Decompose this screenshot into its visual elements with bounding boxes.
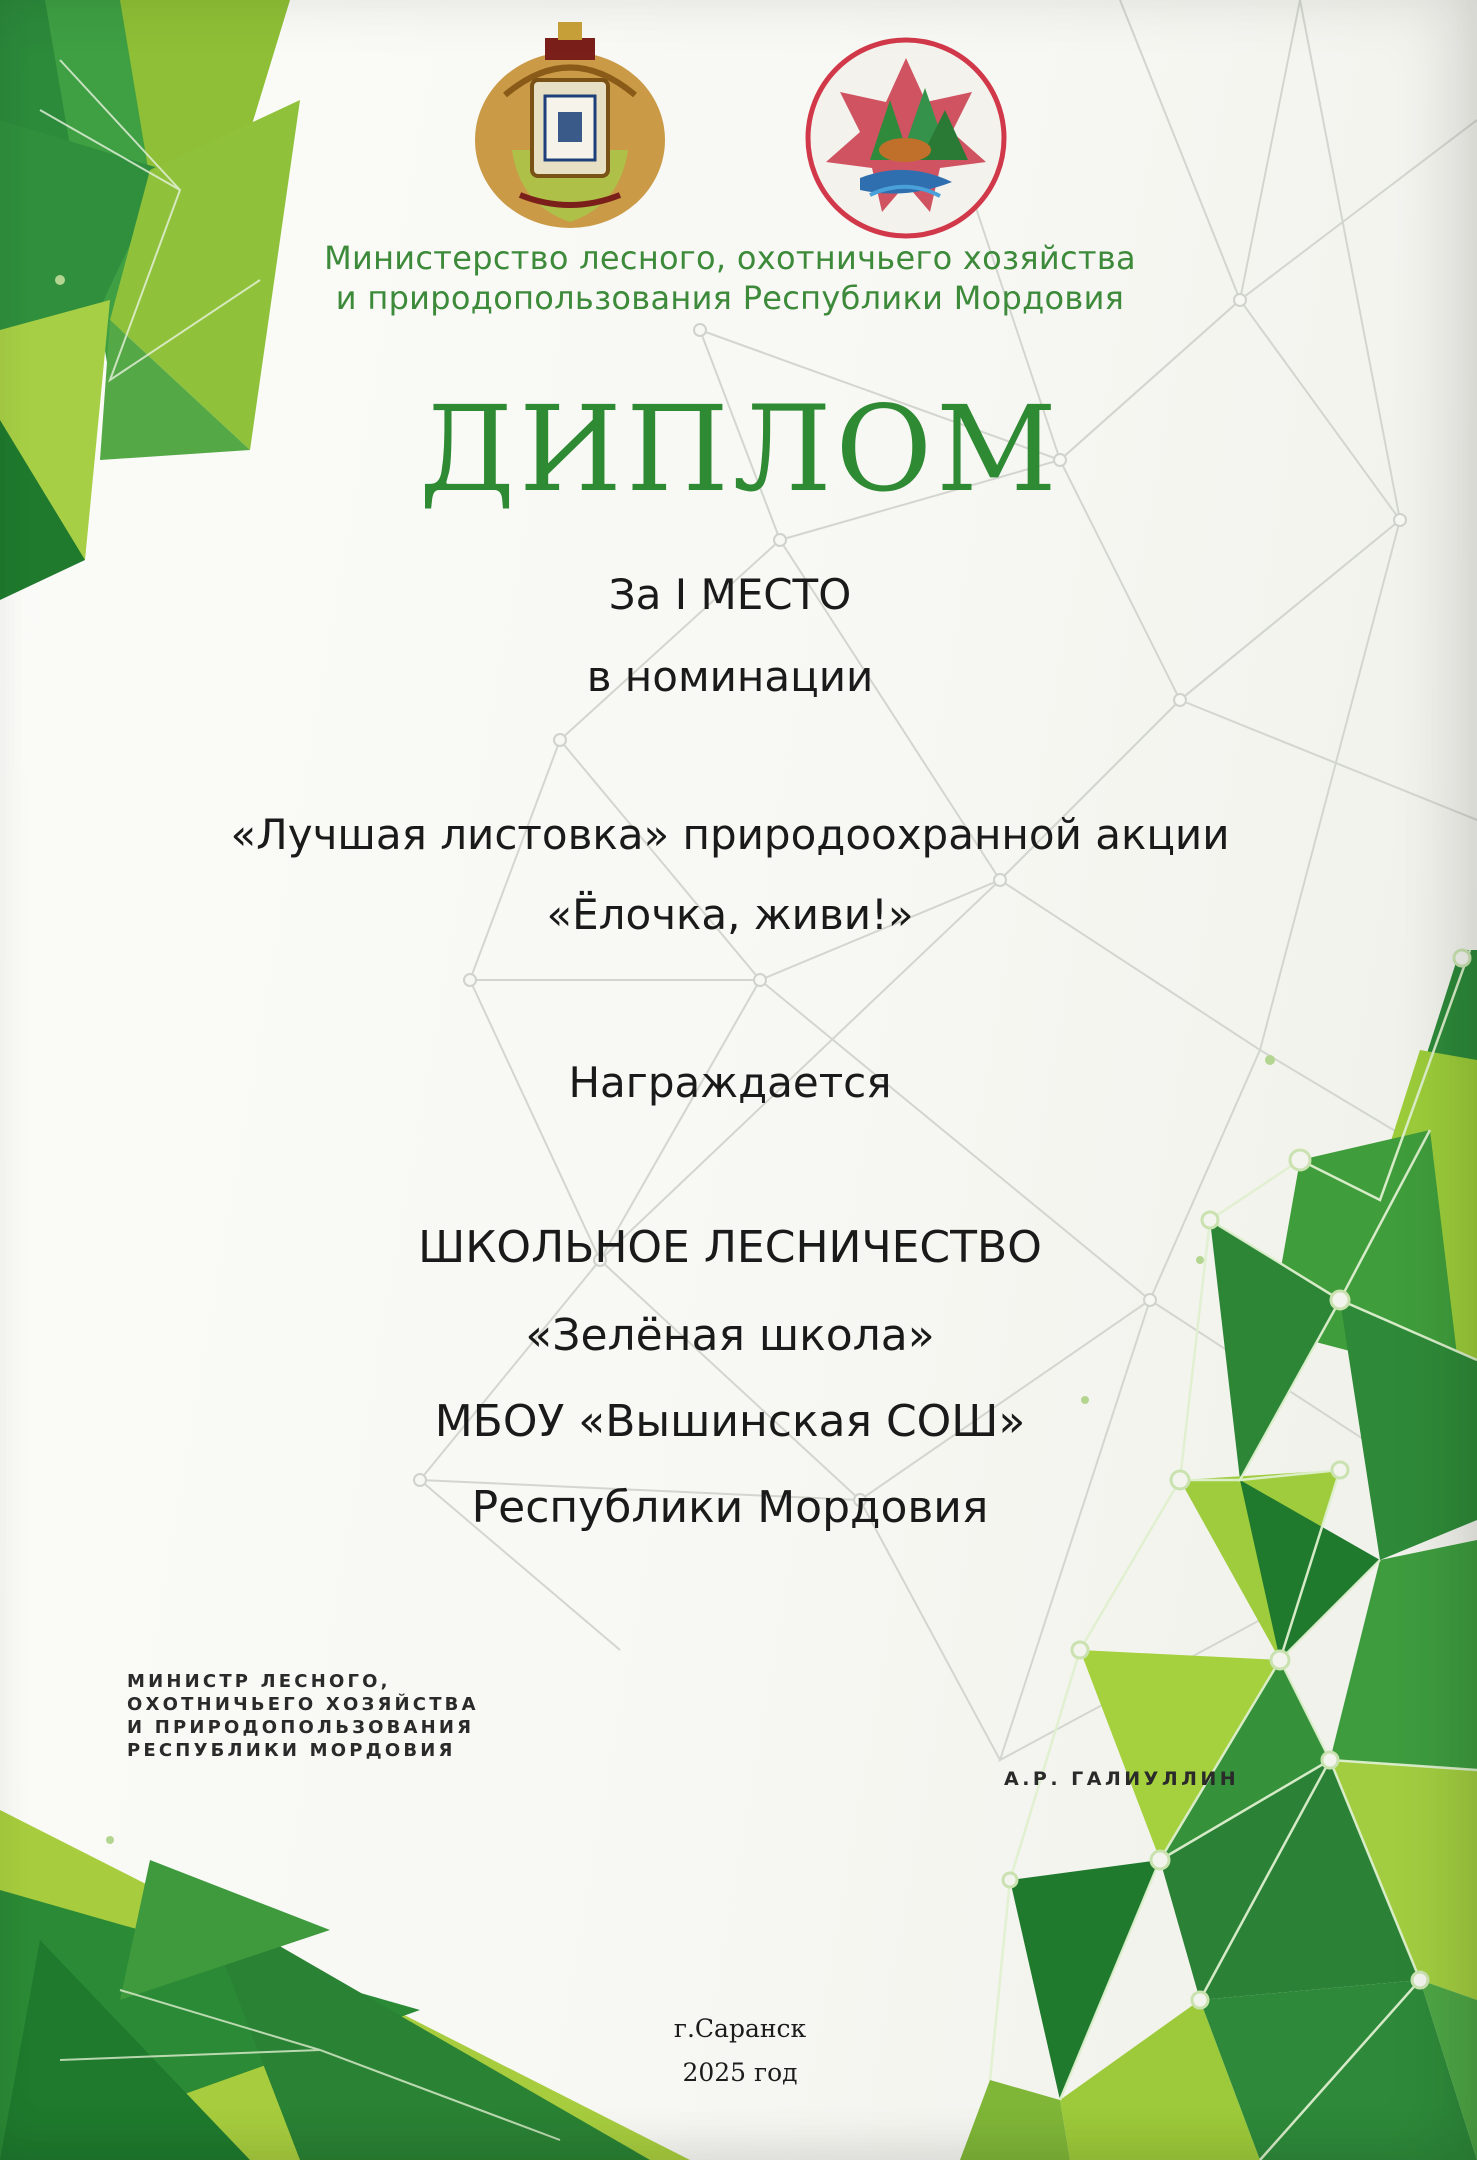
recipient-line-3: МБОУ «Вышинская СОШ» [434, 1396, 1026, 1447]
coat-of-arms-icon [475, 22, 665, 228]
ministry-line-1: Министерство лесного, охотничьего хозяйства [324, 239, 1136, 277]
recipient-line-4: Республики Мордовия [471, 1482, 989, 1533]
bottom-left-triangles [0, 1810, 690, 2160]
forestry-star-emblem-icon [808, 40, 1004, 236]
recipient-line-2: «Зелёная школа» [525, 1310, 935, 1361]
signatory-position-line: ОХОТНИЧЬЕГО ХОЗЯЙСТВА [127, 1694, 479, 1715]
place-text: За I МЕСТО [608, 570, 852, 619]
ministry-line-2: и природопользования Республики Мордовия [335, 279, 1125, 317]
right-tree-triangles [960, 950, 1477, 2160]
nomination-line-2: «Ёлочка, живи!» [546, 890, 914, 939]
awarded-label: Награждается [568, 1058, 892, 1107]
signatory-position-line: И ПРИРОДОПОЛЬЗОВАНИЯ [127, 1717, 475, 1738]
signatory-name: А.Р. ГАЛИУЛЛИН [1004, 1768, 1240, 1790]
diploma-title: ДИПЛОМ [419, 380, 1061, 518]
ministry-header [200, 238, 1260, 318]
footer-city: г.Саранск [673, 2014, 807, 2043]
signatory-position [127, 1670, 607, 1762]
recipient-line-1: ШКОЛЬНОЕ ЛЕСНИЧЕСТВО [418, 1222, 1042, 1273]
signatory-position-line: МИНИСТР ЛЕСНОГО, [127, 1671, 391, 1692]
footer-year: 2025 год [682, 2058, 798, 2087]
signatory-position-line: РЕСПУБЛИКИ МОРДОВИЯ [127, 1740, 456, 1761]
nomination-line-1: «Лучшая листовка» природоохранной акции [230, 810, 1230, 859]
nomination-label: в номинации [586, 652, 874, 701]
